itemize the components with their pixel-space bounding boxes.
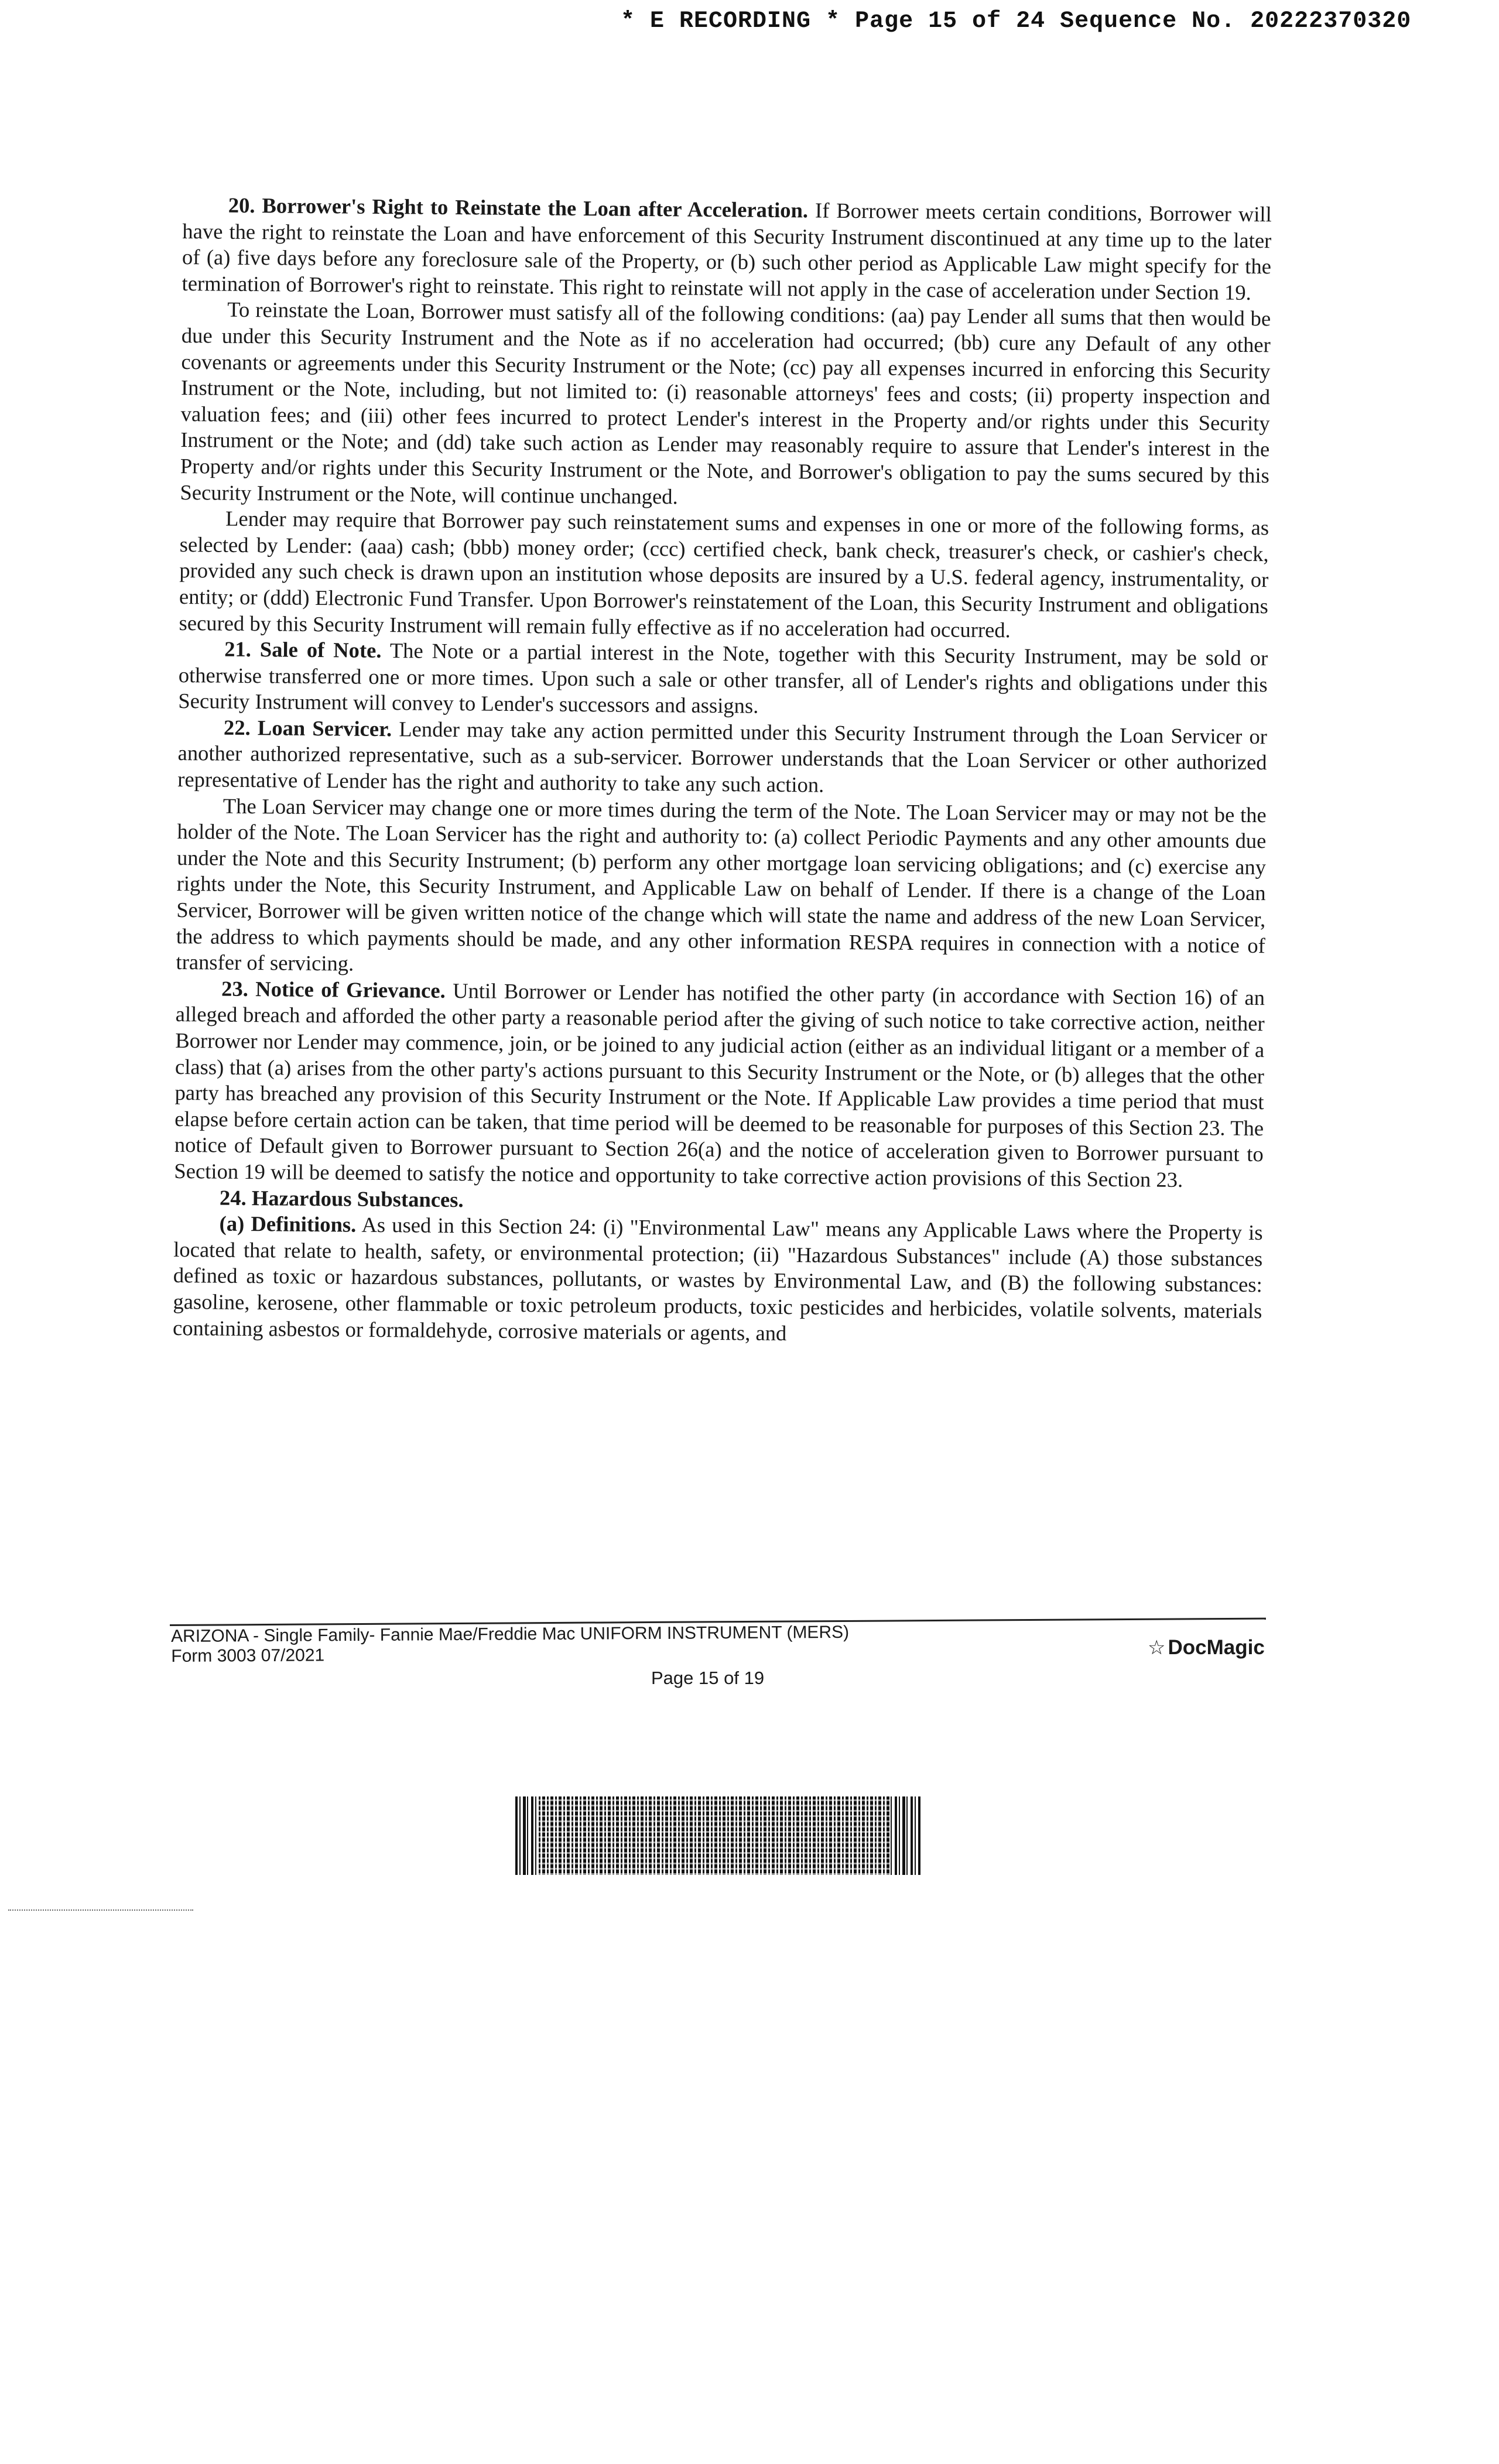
section-21-para-1 — [178, 636, 1268, 724]
section-21-heading: 21. Sale of Note. — [224, 636, 382, 663]
page-number: Page 15 of 19 — [651, 1668, 765, 1688]
section-23-para-1 — [174, 976, 1265, 1194]
recording-header: * E RECORDING * Page 15 of 24 Sequence No. 20222370320 — [621, 8, 1412, 35]
section-24a-heading: (a) Definitions. — [219, 1211, 357, 1237]
section-20-para-2: To reinstate the Loan, Borrower must satisfy all of the following conditions: (aa) pay Lender all sums that then would be due under this Security Instrument and the Note as if no acceleration had occurred; (bb) cure any Default of any other covenants or agreements under this Security Instrument or the Note; (cc) pay all expenses incurred in enforcing this Security Instrument or the Note, including, but not limited to: (i) reasonable attorneys' fees and costs; (ii) property inspection and valuation fees; and (iii) other fees incurred to protect Lender's interest in the Property and/or rights under this Security Instrument or the Note; and (dd) take such action as Lender may reasonably require to assure that Lender's interest in the Property and/or rights under this Security Instrument or the Note, and Borrower's obligation to pay the sums secured by this Security Instrument or the Note, will continue unchanged. — [180, 297, 1271, 508]
section-20-text-1: If Borrower meets certain conditions, Borrower will have the right to reinstate the Loan and have enforcement of this Security Instrument discontinued at any time up to the later of (a) five days before any foreclosure sale of the Property, or (b) such other period as Applicable Law might specify for the termination of Borrower's right to reinstate. This right to reinstate will not apply in the case of acceleration under Section 19. — [182, 198, 1272, 304]
section-22-heading: 22. Loan Servicer. — [223, 715, 392, 741]
section-22-para-2: The Loan Servicer may change one or more times during the term of the Note. The Loan Servicer may or may not be the holder of the Note. The Loan Servicer has the right and authority to: (a) collect Periodic Payments and any other amounts due under the Note and this Security Instrument; (b) perform any other mortgage loan servicing obligations; and (c) exercise any rights under the Note, this Security Instrument, and Applicable Law on behalf of Lender. If there is a change of the Loan Servicer, Borrower will be given written notice of the change which will state the name and address of the new Loan Servicer, the address to which payments should be made, and any other information RESPA requires in connection with a notice of transfer of servicing. — [176, 793, 1267, 976]
footer-form-line-2: Form 3003 07/2021 — [171, 1645, 325, 1666]
section-23-text-1: Until Borrower or Lender has notified the other party (in accordance with Section 16) of an alleged breach and afforded the other party a reasonable period after the giving of such notice to take corrective action, neither Borrower nor Lender may commence, join, or be joined to any judicial action (either as an individual litigant or a member of a class) that (a) arises from the other party's actions pursuant to this Security Instrument or the Note, or (b) alleges that the other party has breached any provision of this Security Instrument or the Note. If Applicable Law provides a time period that must elapse before certain action can be taken, that time period will be deemed to be reasonable for purposes of this Section 23. The notice of Default given to Borrower pursuant to Section 26(a) and the notice of acceleration given to Borrower pursuant to Section 19 will be deemed to satisfy the notice and opportunity to take corrective action provisions of this Section 23. — [174, 978, 1265, 1192]
star-outline-icon: ☆ — [1148, 1637, 1166, 1659]
docmagic-brand: DocMagic — [1168, 1636, 1265, 1659]
section-20-para-1 — [182, 192, 1271, 306]
section-24-heading: 24. Hazardous Substances. — [219, 1185, 464, 1212]
pdf417-barcode — [515, 1796, 920, 1875]
section-24a-text-1: As used in this Section 24: (i) "Environmental Law" means any Applicable Laws where the Property is located that relate to health, safety, or environmental protection; (ii) "Hazardous Substances" include (A) those substances defined as toxic or hazardous substances, pollutants, or wastes by Environmental Law, and (B) the following substances: gasoline, kerosene, other flammable or toxic petroleum products, toxic pesticides and herbicides, volatile solvents, materials containing asbestos or formaldehyde, corrosive materials or agents, and — [172, 1212, 1263, 1345]
section-22-text-1: Lender may take any action permitted under this Security Instrument through the Loan Servicer or another authorized representative, such as a sub-servicer. Borrower understands that the Loan Servicer or other authorized representative of Lender has the right and authority to take any such action. — [177, 717, 1268, 797]
footer-form-line-1: ARIZONA - Single Family- Fannie Mae/Freddie Mac UNIFORM INSTRUMENT (MERS) — [171, 1622, 850, 1646]
docmagic-logo — [1148, 1636, 1265, 1659]
section-23-heading: 23. Notice of Grievance. — [221, 976, 446, 1002]
section-24a-para-1 — [173, 1210, 1263, 1350]
section-20-heading: 20. Borrower's Right to Reinstate the Loan after Acceleration. — [228, 193, 809, 223]
footer-form-info — [171, 1623, 849, 1666]
barcode-data-region — [539, 1796, 890, 1875]
document-body — [173, 192, 1272, 1350]
section-22-para-1 — [177, 714, 1267, 802]
scan-artifact-line — [8, 1909, 193, 1911]
section-21-text-1: The Note or a partial interest in the Note, together with this Security Instrument, may be sold or otherwise transferred one or more times. Upon such a sale or other transfer, all of Lender's rights and obligations under this Security Instrument will convey to Lender's successors and assigns. — [178, 638, 1268, 718]
section-20-para-3: Lender may require that Borrower pay such reinstatement sums and expenses in one or more of the following forms, as selected by Lender: (aaa) cash; (bbb) money order; (ccc) certified check, bank check, treasurer's check, or cashier's check, provided any such check is drawn upon an institution whose deposits are insured by a U.S. federal agency, instrumentality, or entity; or (ddd) Electronic Fund Transfer. Upon Borrower's reinstatement of the Loan, this Security Instrument and obligations secured by this Security Instrument will remain fully effective as if no acceleration had occurred. — [179, 506, 1269, 642]
